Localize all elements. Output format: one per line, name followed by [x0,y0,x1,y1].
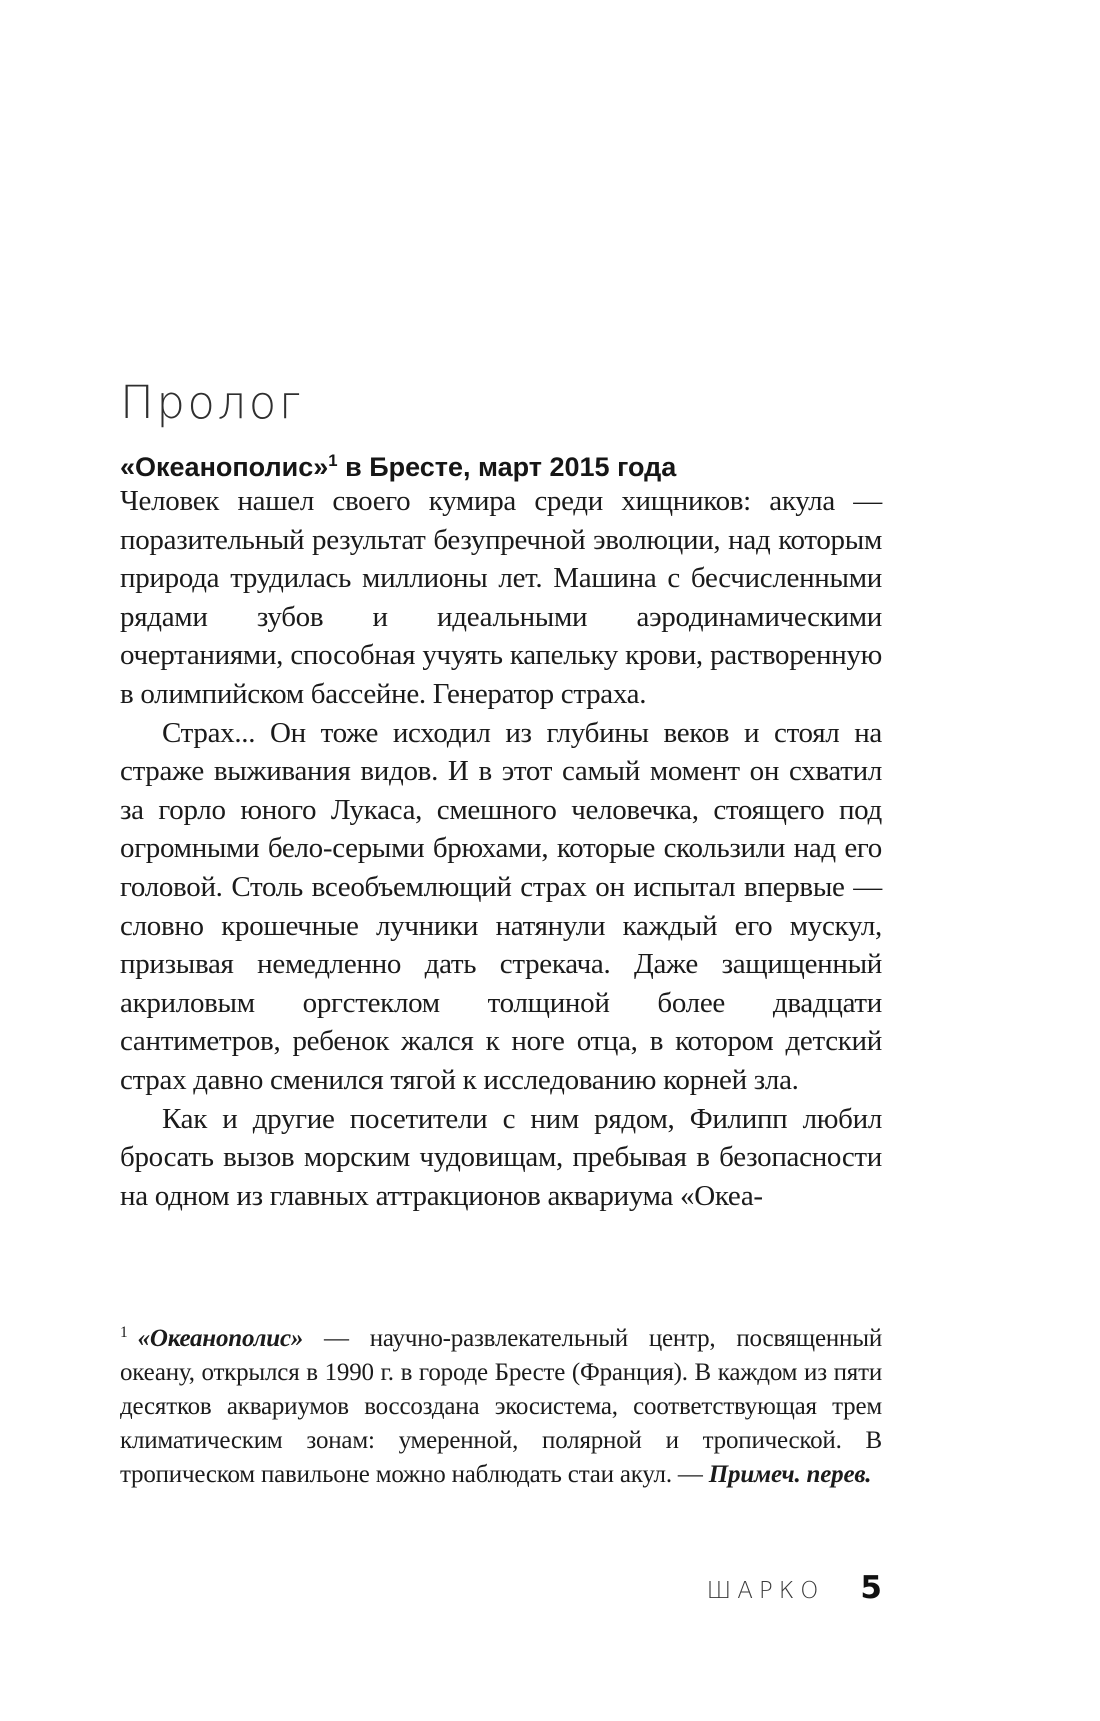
page-number: 5 [860,1570,882,1606]
running-title: ШАРКО [706,1578,825,1604]
footnote-body: — научно-развлекательный центр, посвященный океану, открылся в 1990 г. в городе Бресте (Франция). В каждом из пяти десятков аквариумов воссоздана экосистема, соответствующая трем климатическим зонам: умеренной, полярной и тропической. В тропическом павильоне можно наблюдать стаи акул. — [120,1325,882,1488]
section-subtitle [120,452,882,483]
page-footer [120,1570,882,1606]
body-text [120,482,882,1215]
paragraph: Человек нашел своего кумира среди хищников: акула — поразительный результат безупречной эволюции, над которым природа трудилась миллионы лет. Машина с бесчисленными рядами зубов и идеальными аэродинамическими очертаниями, способная учуять капельку крови, растворенную в олимпийском бассейне. Генератор страха. [120,485,882,710]
paragraph: Как и другие посетители с ним рядом, Филипп любил бросать вызов морским чудовищам, пребывая в безопасности на одном из главных аттракционов аквариума «Океа- [120,1102,882,1212]
footnote-attribution: Примеч. перев. [708,1461,872,1488]
chapter-title: Пролог [120,376,304,430]
footnote-text [120,1322,882,1492]
footnote-term: «Океанополис» [137,1325,304,1352]
paragraph: Страх... Он тоже исходил из глубины веков и стоял на страже выживания видов. И в этот самый момент он схватил за горло юного Лукаса, смешного человечка, стоящего под огромными бело-серыми брюхами, которые скользили над его головой. Столь всеобъемлющий страх он испытал впервые — словно крошечные лучники натянули каждый его мускул, призывая немедленно дать стрекача. Даже защищенный акриловым оргстеклом толщиной более двадцати сантиметров, ребенок жался к ноге отца, в котором детский страх давно сменился тягой к исследованию корней зла. [120,716,882,1096]
footnote [120,1322,882,1492]
subtitle-footnote-marker: 1 [328,451,338,471]
subtitle-rest: в Бресте, март 2015 года [337,452,677,483]
footnote-marker: 1 [120,1323,128,1341]
subtitle-term: «Океанополис» [120,452,329,483]
